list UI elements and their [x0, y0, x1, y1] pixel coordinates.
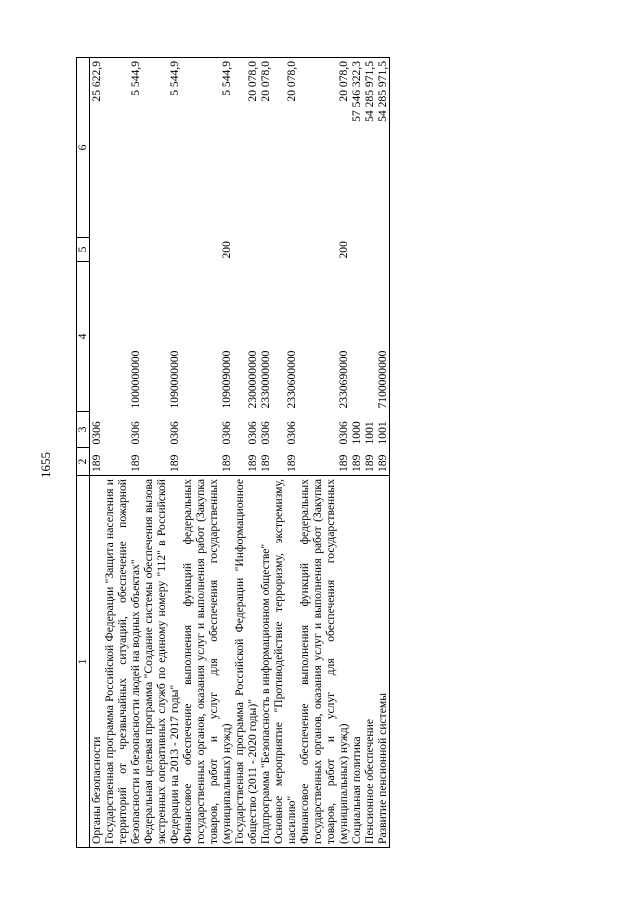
row-target-code: 1090000000: [167, 350, 181, 409]
row-amount: 57 546 322,3: [350, 58, 363, 238]
row-gr-code: 189: [90, 448, 103, 476]
row-name: Федеральная целевая программа "Создание системы обеспечения вызова экстренных оперативных служб по единому номеру "112" в Российской Федерации на 2013 - 2017 годы": [142, 476, 181, 848]
table-row: [103, 58, 142, 848]
row-name: Развитие пенсионной системы: [376, 476, 389, 848]
row-expense-type: [350, 238, 363, 262]
column-header-4: 4: [77, 262, 90, 412]
table-row: [363, 58, 376, 848]
row-gr-code: 189: [167, 454, 181, 472]
row-gr-code: 189: [349, 454, 363, 472]
column-header-2: 2: [77, 448, 90, 476]
row-section-code: 0306: [284, 421, 298, 445]
table-row: [233, 58, 259, 848]
row-section-code: 1000: [349, 421, 363, 445]
row-amount: 20 078,0: [272, 58, 298, 238]
row-section-code: 1001: [362, 421, 376, 445]
row-gr-code: 189: [245, 454, 259, 472]
row-name: Пенсионное обеспечение: [363, 476, 376, 848]
row-gr-code: 189: [376, 448, 389, 476]
row-target-code: 1000000000: [128, 350, 142, 409]
row-section-code: 0306: [245, 421, 259, 445]
table-row: [272, 58, 298, 848]
row-section-code: 0306: [258, 421, 272, 445]
row-amount: 5 544,9: [181, 58, 233, 238]
row-target-code: 1090090000: [219, 350, 233, 409]
table-row: [90, 58, 103, 848]
column-number-row: [77, 58, 90, 848]
row-section-code: 1001: [376, 412, 389, 448]
row-expense-type: [142, 238, 181, 262]
row-name: Государственная программа Российской Федерации "Информационное общество (2011 - 2020 годы)": [233, 476, 259, 848]
row-gr-code: 189: [336, 454, 350, 472]
column-header-6: 6: [77, 58, 90, 238]
column-header-3: 3: [77, 412, 90, 448]
row-name: Социальная политика: [350, 476, 363, 848]
table-row: [350, 58, 363, 848]
row-amount: 54 285 971,5: [363, 58, 376, 238]
row-amount: 20 078,0: [259, 58, 272, 238]
row-section-code: 0306: [336, 421, 350, 445]
row-target-code: 2330000000: [258, 350, 272, 409]
row-gr-code: 189: [128, 454, 142, 472]
row-expense-type: 200: [219, 241, 233, 259]
page-number: 1655: [38, 452, 53, 478]
row-section-code: 0306: [219, 421, 233, 445]
row-expense-type: [272, 238, 298, 262]
row-expense-type: [376, 238, 389, 262]
column-header-1: 1: [77, 476, 90, 848]
row-expense-type: 200: [336, 241, 350, 259]
row-section-code: 0306: [167, 421, 181, 445]
row-expense-type: [363, 238, 376, 262]
row-gr-code: 189: [258, 454, 272, 472]
row-section-code: 0306: [128, 421, 142, 445]
table-row: [376, 58, 389, 848]
row-name: Государственная программа Российской Федерации "Защита населения и территорий от чрезвычайных ситуаций, обеспечение пожарной безопасности и безопасности людей на водных объектах": [103, 476, 142, 848]
budget-table: [76, 57, 390, 848]
column-header-5: 5: [77, 238, 90, 262]
row-name: Подпрограмма "Безопасность в информационном обществе": [259, 476, 272, 848]
table-row: [142, 58, 181, 848]
row-amount: 5 544,9: [103, 58, 142, 238]
row-name: Финансовое обеспечение выполнения функций федеральных государственных органов, оказания услуг и выполнения работ (Закупка товаров, работ и услуг для обеспечения государственных (муниципальных) нужд): [298, 476, 350, 848]
row-amount: 20 078,0: [298, 58, 350, 238]
row-expense-type: [103, 238, 142, 262]
table-row: [181, 58, 233, 848]
row-gr-code: 189: [219, 454, 233, 472]
rotated-page-content: [76, 58, 584, 848]
row-target-code: 2330600000: [284, 350, 298, 409]
row-expense-type: [233, 238, 259, 262]
row-target-code: [363, 262, 376, 412]
row-name: Основное мероприятие "Противодействие терроризму, экстремизму, насилию": [272, 476, 298, 848]
table-row: [259, 58, 272, 848]
table-row: [298, 58, 350, 848]
row-target-code: [90, 262, 103, 412]
row-target-code: 2300000000: [245, 350, 259, 409]
row-target-code: 7100000000: [376, 262, 389, 412]
row-gr-code: 189: [362, 454, 376, 472]
row-expense-type: [259, 238, 272, 262]
row-name: Финансовое обеспечение выполнения функций федеральных государственных органов, оказания услуг и выполнения работ (Закупка товаров, работ и услуг для обеспечения государственных (муниципальных) нужд): [181, 476, 233, 848]
row-amount: 20 078,0: [233, 58, 259, 238]
row-target-code: 2330690000: [336, 350, 350, 409]
row-expense-type: [90, 238, 103, 262]
row-section-code: 0306: [90, 412, 103, 448]
row-amount: 5 544,9: [142, 58, 181, 238]
row-amount: 54 285 971,5: [376, 58, 389, 238]
row-gr-code: 189: [284, 454, 298, 472]
row-name: Органы безопасности: [90, 476, 103, 848]
row-target-code: [350, 262, 363, 412]
row-amount: 25 622,9: [90, 58, 103, 238]
